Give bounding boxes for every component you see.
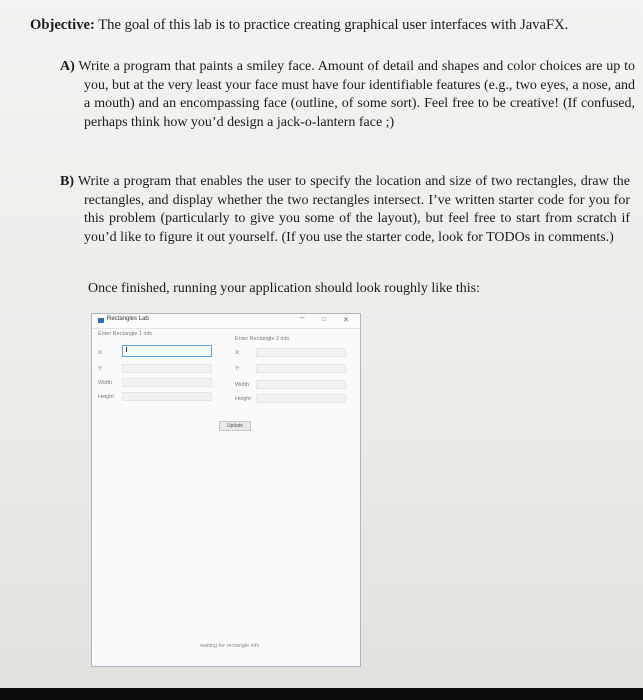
rect2-x-input[interactable] xyxy=(256,348,346,357)
rect1-width-input[interactable] xyxy=(122,378,212,387)
rect1-width-label: Width xyxy=(98,380,113,386)
rect2-header: Enter Rectangle 2 info xyxy=(235,336,290,342)
rect2-height-input[interactable] xyxy=(256,394,346,403)
text-caret xyxy=(126,347,127,352)
rect2-height-label: Height xyxy=(235,396,251,402)
rect1-y-input[interactable] xyxy=(122,364,212,373)
rect2-y-label: Y: xyxy=(235,366,240,372)
maximize-icon[interactable]: □ xyxy=(322,317,326,323)
rect1-header: Enter Rectangle 1 info xyxy=(98,331,153,337)
close-icon[interactable]: ✕ xyxy=(343,317,349,324)
minimize-icon[interactable]: – xyxy=(300,313,305,322)
rect2-x-label: X: xyxy=(235,350,241,356)
rect2-y-input[interactable] xyxy=(256,364,346,373)
rect2-width-input[interactable] xyxy=(256,380,346,389)
objective-label: Objective: xyxy=(30,17,95,33)
rect1-x-label: X: xyxy=(98,350,104,356)
rect1-y-label: Y: xyxy=(98,366,103,372)
rect1-height-label: Height xyxy=(98,394,114,400)
rect2-width-label: Width xyxy=(235,382,250,388)
objective-text: The goal of this lab is to practice creating graphical user interfaces with JavaFX. xyxy=(94,17,569,33)
part-b-marker: B) xyxy=(60,174,74,189)
update-button[interactable]: Update xyxy=(219,421,251,431)
window-title: Rectangles Lab xyxy=(107,316,149,322)
window-titlebar xyxy=(92,314,360,329)
part-b-paragraph xyxy=(60,173,630,247)
rect1-height-input[interactable] xyxy=(122,392,212,401)
status-text: waiting for rectangle info xyxy=(200,643,260,649)
app-icon xyxy=(98,318,104,323)
once-finished-text: Once finished, running your application should look roughly like this: xyxy=(88,281,480,296)
bottom-edge xyxy=(0,688,643,700)
rect1-x-input[interactable] xyxy=(122,345,212,357)
part-a-marker: A) xyxy=(60,59,75,74)
part-b-text: Write a program that enables the user to specify the location and size of two rectangles, draw the rectangles, and display whether the two rectangles intersect. I’ve written starter code for you for this problem (particularly to give you some of the layout), but feel free to start from scratch if you’d like to figure it out yourself. (If you use the starter code, look for TODOs in comments.) xyxy=(74,174,630,245)
part-a-paragraph xyxy=(60,58,635,132)
app-window-screenshot xyxy=(91,313,361,667)
objective-paragraph xyxy=(30,16,630,34)
part-a-text: Write a program that paints a smiley face. Amount of detail and shapes and color choices are up to you, but at the very least your face must have four identifiable features (e.g., two eyes, a nose, and a mouth) and an encompassing face (outline, of some sort). Feel free to be creative! (If confused, perhaps think how you’d design a jack-o-lantern face ;) xyxy=(74,59,635,130)
